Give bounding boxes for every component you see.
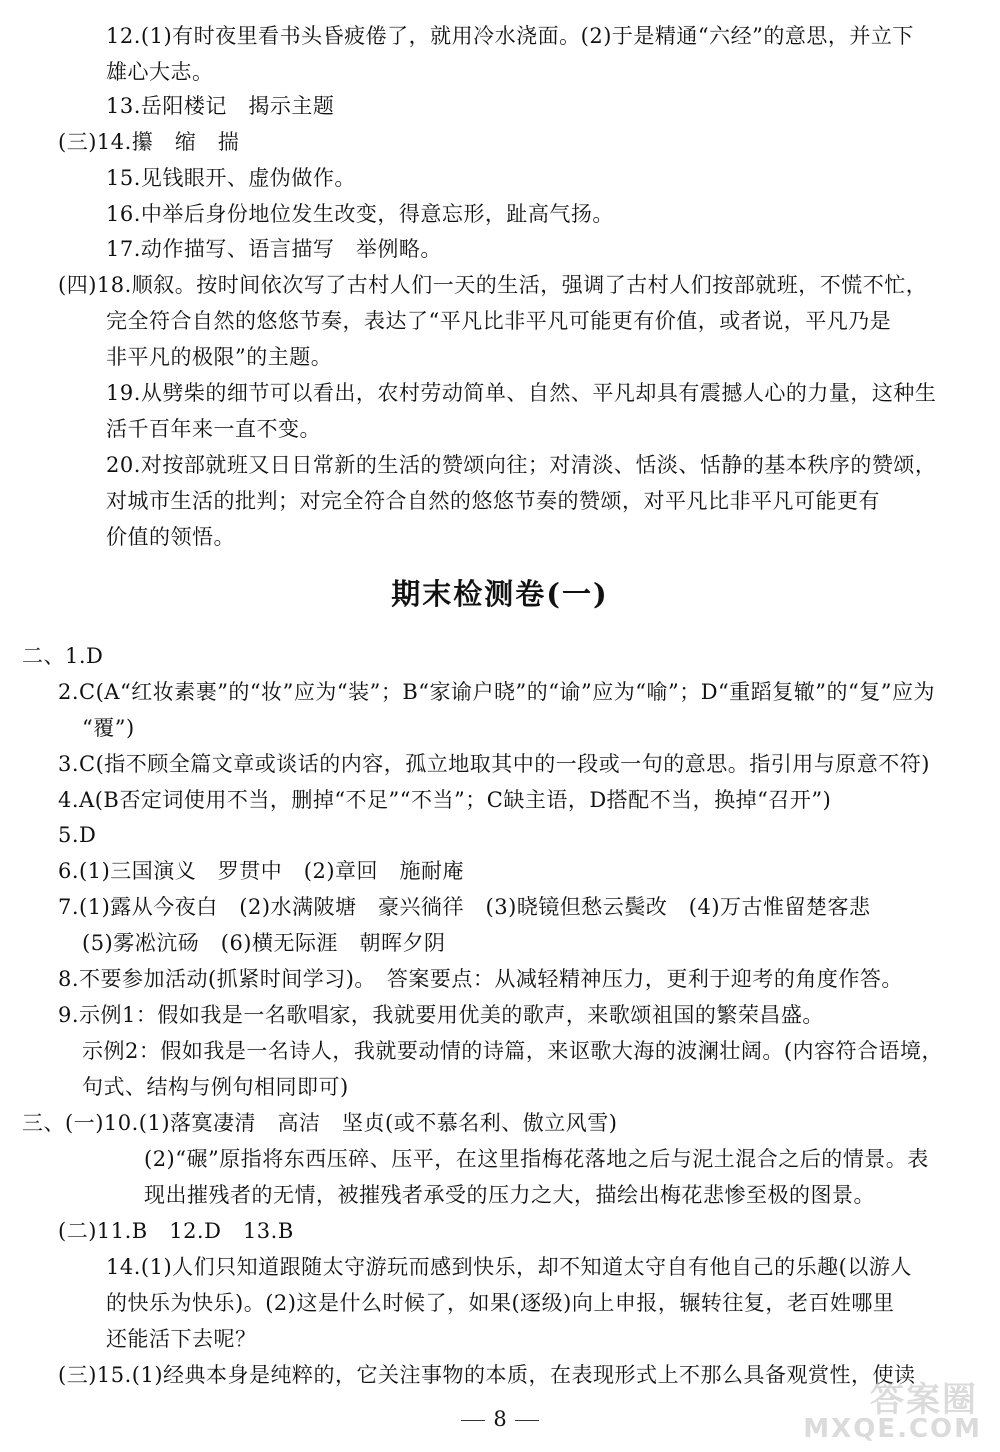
answer-line: 14.(1)人们只知道跟随太守游玩而感到快乐，却不知道太守自有他自己的乐趣(以游人 xyxy=(106,1255,912,1279)
answer-line: 句式、结构与例句相同即可) xyxy=(82,1075,349,1099)
answer-line: 三、(一)10.(1)落寞凄清 高洁 坚贞(或不慕名利、傲立风雪) xyxy=(22,1111,618,1135)
watermark-bottom: MXQE.COM xyxy=(803,1414,982,1444)
answer-line: 9.示例1：假如我是一名歌唱家，我就要用优美的歌声，来歌颂祖国的繁荣昌盛。 xyxy=(58,1003,824,1027)
answer-line: 对城市生活的批判；对完全符合自然的悠悠节奏的赞颂，对平凡比非平凡可能更有 xyxy=(106,489,880,513)
answer-line: 17.动作描写、语言描写 举例略。 xyxy=(106,237,442,261)
answer-line: 6.(1)三国演义 罗贯中 (2)章回 施耐庵 xyxy=(58,859,465,883)
answer-line: 的快乐为快乐)。(2)这是什么时候了，如果(逐级)向上申报，辗转往复，老百姓哪里 xyxy=(106,1291,895,1315)
answer-line: (5)雾凇沆砀 (6)横无际涯 朝晖夕阴 xyxy=(82,931,446,955)
answer-line: (四)18.顺叙。按时间依次写了古村人们一天的生活，强调了古村人们按部就班，不慌不忙， xyxy=(58,273,928,297)
answer-line: 2.C(A“红妆素裹”的“妆”应为“装”；B“家谕户晓”的“谕”应为“喻”；D“重蹈复辙”的“复”应为 xyxy=(58,680,936,704)
watermark-logo xyxy=(803,1372,988,1444)
answer-line: 5.D xyxy=(58,823,97,847)
answer-line: 7.(1)露从今夜白 (2)水满陂塘 豪兴徜徉 (3)晓镜但愁云鬓改 (4)万古惟留楚客悲 xyxy=(58,895,871,919)
watermark-top: 答案圈 xyxy=(870,1380,978,1420)
answer-line: (二)11.B 12.D 13.B xyxy=(58,1219,294,1243)
section-title: 期末检测卷(一) xyxy=(391,577,609,611)
answer-line: “覆”) xyxy=(82,716,135,740)
answer-line: 20.对按部就班又日日常新的生活的赞颂向往；对清淡、恬淡、恬静的基本秩序的赞颂， xyxy=(106,453,937,477)
answer-line: 8.不要参加活动(抓紧时间学习)。 答案要点：从减轻精神压力，更利于迎考的角度作答。 xyxy=(58,967,903,991)
answer-line: 完全符合自然的悠悠节奏，表达了“平凡比非平凡可能更有价值，或者说，平凡乃是 xyxy=(106,309,892,333)
answer-line: 3.C(指不顾全篇文章或谈话的内容，孤立地取其中的一段或一句的意思。指引用与原意不符) xyxy=(58,752,930,776)
answer-line: 12.(1)有时夜里看书头昏疲倦了，就用冷水浇面。(2)于是精通“六经”的意思，并立下 xyxy=(106,24,914,48)
answer-line: 非平凡的极限”的主题。 xyxy=(106,345,333,369)
page-number-text: 8 xyxy=(493,1407,507,1431)
answer-line: 价值的领悟。 xyxy=(106,525,235,549)
answer-line: 4.A(B否定词使用不当，删掉“不足”“不当”；C缺主语，D搭配不当，换掉“召开”) xyxy=(58,788,832,812)
answer-line: 现出摧残者的无情，被摧残者承受的压力之大，描绘出梅花悲惨至极的图景。 xyxy=(144,1183,875,1207)
answer-line: 还能活下去呢？ xyxy=(106,1327,257,1351)
answer-line: 示例2：假如我是一名诗人，我就要动情的诗篇，来讴歌大海的波澜壮阔。(内容符合语境， xyxy=(82,1039,944,1063)
answer-line: 19.从劈柴的细节可以看出，农村劳动简单、自然、平凡却具有震撼人心的力量，这种生 xyxy=(106,381,937,405)
dash-left xyxy=(461,1420,485,1421)
dash-right xyxy=(515,1420,539,1421)
answer-line: (2)“碾”原指将东西压碎、压平，在这里指梅花落地之后与泥土混合之后的情景。表 xyxy=(144,1147,929,1171)
answer-line: 16.中举后身份地位发生改变，得意忘形，趾高气扬。 xyxy=(106,202,614,226)
answer-line: 雄心大志。 xyxy=(106,60,214,84)
answer-line: 15.见钱眼开、虚伪做作。 xyxy=(106,166,356,190)
answer-line: 活千百年来一直不变。 xyxy=(106,417,321,441)
answer-line: 二、1.D xyxy=(22,644,104,668)
answer-line: (三)15.(1)经典本身是纯粹的，它关注事物的本质，在表现形式上不那么具备观赏性，使读 xyxy=(58,1363,916,1387)
answer-line: 13.岳阳楼记 揭示主题 xyxy=(106,94,335,118)
answer-line: (三)14.攥 缩 揣 xyxy=(58,130,240,154)
